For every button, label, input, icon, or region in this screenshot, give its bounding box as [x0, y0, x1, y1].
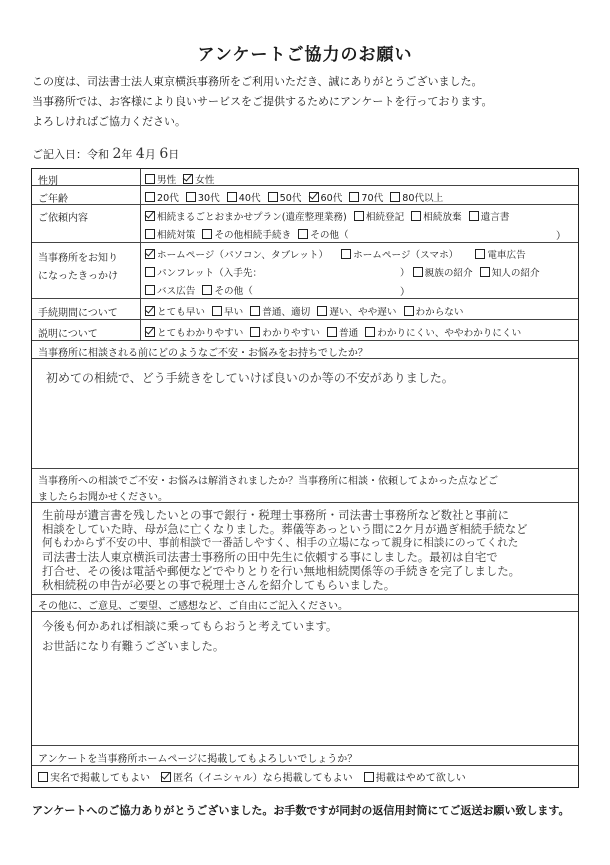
period-slow-checkbox[interactable]: [317, 306, 327, 316]
option-label: ホームページ（パソコン、タブレット）: [157, 250, 329, 261]
publish-initials-checkbox[interactable]: [161, 772, 171, 782]
explain-normal-checkbox[interactable]: [327, 327, 337, 337]
option-label: 実名で掲載してもよい: [50, 773, 150, 784]
gender-row: [32, 169, 578, 186]
source-homepage-pc-checkbox[interactable]: [145, 249, 155, 259]
option-label: 普通: [339, 328, 359, 339]
source-pamphlet-checkbox[interactable]: [145, 267, 155, 277]
intro-line: よろしければご協力ください。: [32, 115, 186, 128]
gender-male-checkbox[interactable]: [145, 174, 155, 184]
q4-question-row: [32, 746, 578, 766]
bracket-close: ）: [400, 287, 410, 298]
q1-answer-box[interactable]: [32, 359, 578, 469]
page-title: アンケートご協力のお願い: [197, 45, 413, 65]
explain-clear-checkbox[interactable]: [250, 327, 260, 337]
q1-question: 当事務所に相談される前にどのようなご不安・お悩みをお持ちでしたか？: [38, 348, 368, 359]
source-other-checkbox[interactable]: [202, 285, 212, 295]
date-year[interactable]: 2: [112, 146, 122, 162]
date-day-unit: 日: [168, 148, 180, 161]
request-full-plan-checkbox[interactable]: [145, 211, 155, 221]
date-year-unit: 年: [121, 148, 133, 161]
option-label: 相続放棄: [423, 212, 462, 223]
option-label: 遺言書: [480, 212, 510, 223]
age-50s-checkbox[interactable]: [268, 192, 278, 202]
option-label: ホームページ（スマホ）: [353, 250, 459, 261]
request-row: [32, 205, 578, 243]
q3-answer-line: お世話になり有難うございました。: [42, 639, 225, 653]
intro-line: 当事務所では、お客様により良いサービスをご提供するためにアンケートを行っております。: [32, 95, 493, 108]
age-60s-checkbox[interactable]: [309, 192, 319, 202]
option-label: 匿名（イニシャル）なら掲載してもよい: [173, 773, 353, 784]
request-other-procedures-checkbox[interactable]: [202, 229, 212, 239]
option-label: 相続登記: [365, 212, 405, 223]
bracket-close: ）: [556, 231, 566, 242]
option-label: わかりにくい、ややわかりにくい: [377, 328, 522, 339]
age-label: ご年齢: [38, 194, 68, 205]
option-label: 相続対策: [157, 230, 196, 241]
period-unknown-checkbox[interactable]: [404, 306, 414, 316]
option-label: わからない: [415, 307, 464, 318]
survey-form: [31, 168, 579, 788]
option-label: わかりやすい: [262, 328, 320, 339]
source-label-1: 当事務所をお知り: [38, 253, 118, 264]
q2-answer-line: 相談をしていた時、母が急に亡くなりました。葬儀等あっという間に2ケ月が過ぎ相続手続など: [42, 522, 528, 536]
publish-decline-checkbox[interactable]: [364, 772, 374, 782]
date-label: ご記入日：令和: [32, 148, 109, 161]
option-label: その他（: [214, 286, 253, 297]
source-acquaintance-checkbox[interactable]: [480, 267, 490, 277]
request-other-checkbox[interactable]: [298, 229, 308, 239]
gender-label: 性別: [38, 176, 58, 187]
date-day[interactable]: 6: [159, 146, 169, 162]
q4-question: アンケートを当事務所ホームページに掲載してもよろしいでしょうか？: [38, 754, 358, 765]
explain-very-clear-checkbox[interactable]: [145, 327, 155, 337]
option-label: 80代以上: [402, 193, 444, 204]
q2-answer-box[interactable]: [32, 503, 578, 595]
period-label: 手続期間について: [38, 308, 118, 319]
request-renunciation-checkbox[interactable]: [411, 211, 421, 221]
q2-question-line: ましたらお聞かせください。: [38, 492, 168, 503]
q2-answer-line: 何もわからず不安の中、事前相談で一番話しやすく、相手の立場になって親身に相談にのってくれた: [42, 537, 519, 549]
option-label: パンフレット（入手先：: [157, 268, 263, 279]
footer-note: アンケートへのご協力ありがとうございました。お手数ですが同封の返信用封筒にてご返送お願い致します。: [32, 804, 570, 817]
q4-options: [38, 769, 470, 784]
source-row: [32, 243, 578, 299]
date-month[interactable]: 4: [135, 146, 145, 162]
q3-question-row: [32, 595, 578, 612]
intro-line: この度は、司法書士法人東京横浜事務所をご利用いただき、誠にありがとうございました。: [32, 75, 483, 88]
age-80s-checkbox[interactable]: [390, 192, 400, 202]
q1-answer: 初めての相続で、どう手続きをしていけば良いのか等の不安がありました。: [46, 371, 454, 385]
gender-female-checkbox[interactable]: [183, 174, 193, 184]
q2-answer-line: 秋相続税の申告が必要との事で税理士さんを紹介してもらいました。: [42, 578, 396, 592]
q2-answer-line: 司法書士法人東京横浜司法書士事務所の田中先生に依頼する事にしました。最初は自宅で: [42, 550, 498, 564]
request-label: ご依頼内容: [38, 213, 88, 224]
period-fast-checkbox[interactable]: [212, 306, 222, 316]
bracket-close: ）: [400, 268, 410, 279]
option-label: バス広告: [157, 286, 196, 297]
option-label: 50代: [279, 193, 302, 204]
period-row: [32, 299, 578, 320]
age-row: [32, 186, 578, 205]
option-label: 相続まるごとおまかせプラン(遺産整理業務): [157, 212, 347, 223]
option-label: その他（: [310, 230, 349, 241]
date-month-unit: 月: [144, 148, 156, 161]
option-label: 普通、適切: [262, 307, 311, 318]
option-label: 男性: [157, 175, 177, 186]
explain-row: [32, 320, 578, 341]
option-label: 70代: [361, 193, 384, 204]
q1-question-row: [32, 341, 578, 359]
option-label: 40代: [238, 193, 261, 204]
explain-label: 説明について: [38, 329, 98, 340]
option-label: 掲載はやめて欲しい: [375, 773, 466, 784]
period-normal-checkbox[interactable]: [250, 306, 260, 316]
age-40s-checkbox[interactable]: [227, 192, 237, 202]
option-label: 知人の紹介: [491, 268, 540, 279]
option-label: 60代: [320, 193, 343, 204]
option-label: その他相続手続き: [214, 230, 292, 241]
q3-question: その他に、ご意見、ご要望、ご感想など、ご自由にご記入ください。: [38, 601, 348, 612]
option-label: 30代: [197, 193, 220, 204]
option-label: とても早い: [157, 307, 205, 318]
option-label: 20代: [157, 193, 179, 204]
q3-answer-line: 今後も何かあれば相談に乗ってもらおうと考えています。: [42, 619, 338, 633]
q2-question-line: 当事務所への相談でご不安・お悩みは解消されましたか？当事務所に相談・依頼してよかった点などご: [38, 476, 498, 487]
request-will-checkbox[interactable]: [469, 211, 479, 221]
request-planning-checkbox[interactable]: [145, 229, 155, 239]
option-label: 早い: [224, 307, 244, 318]
source-relative-checkbox[interactable]: [413, 267, 423, 277]
intro-text: [32, 72, 492, 132]
explain-unclear-checkbox[interactable]: [365, 327, 375, 337]
age-20s-checkbox[interactable]: [145, 192, 155, 202]
q2-question-row: [32, 469, 578, 503]
source-label-2: になったきっかけ: [38, 271, 118, 282]
option-label: 女性: [195, 175, 215, 186]
period-very-fast-checkbox[interactable]: [145, 306, 155, 316]
entry-date: [32, 146, 179, 162]
request-registration-checkbox[interactable]: [354, 211, 364, 221]
publish-real-name-checkbox[interactable]: [38, 772, 48, 782]
q2-answer-line: 打合せ、その後は電話や郵便などでやりとりを行い無地相続関係等の手続きを完了しました。: [42, 564, 521, 578]
option-label: とてもわかりやすい: [157, 328, 244, 339]
option-label: 電車広告: [487, 250, 526, 261]
source-train-ad-checkbox[interactable]: [475, 249, 485, 259]
age-30s-checkbox[interactable]: [186, 192, 196, 202]
age-70s-checkbox[interactable]: [349, 192, 359, 202]
source-bus-ad-checkbox[interactable]: [145, 285, 155, 295]
q2-answer-line: 生前母が遺言書を残したいとの事で銀行・税理士事務所・司法書士事務所など数社と事前に: [42, 508, 510, 522]
q3-answer-box[interactable]: [32, 612, 578, 746]
option-label: 親族の紹介: [424, 268, 473, 279]
option-label: 遅い、やや遅い: [329, 307, 397, 318]
source-homepage-phone-checkbox[interactable]: [341, 249, 351, 259]
